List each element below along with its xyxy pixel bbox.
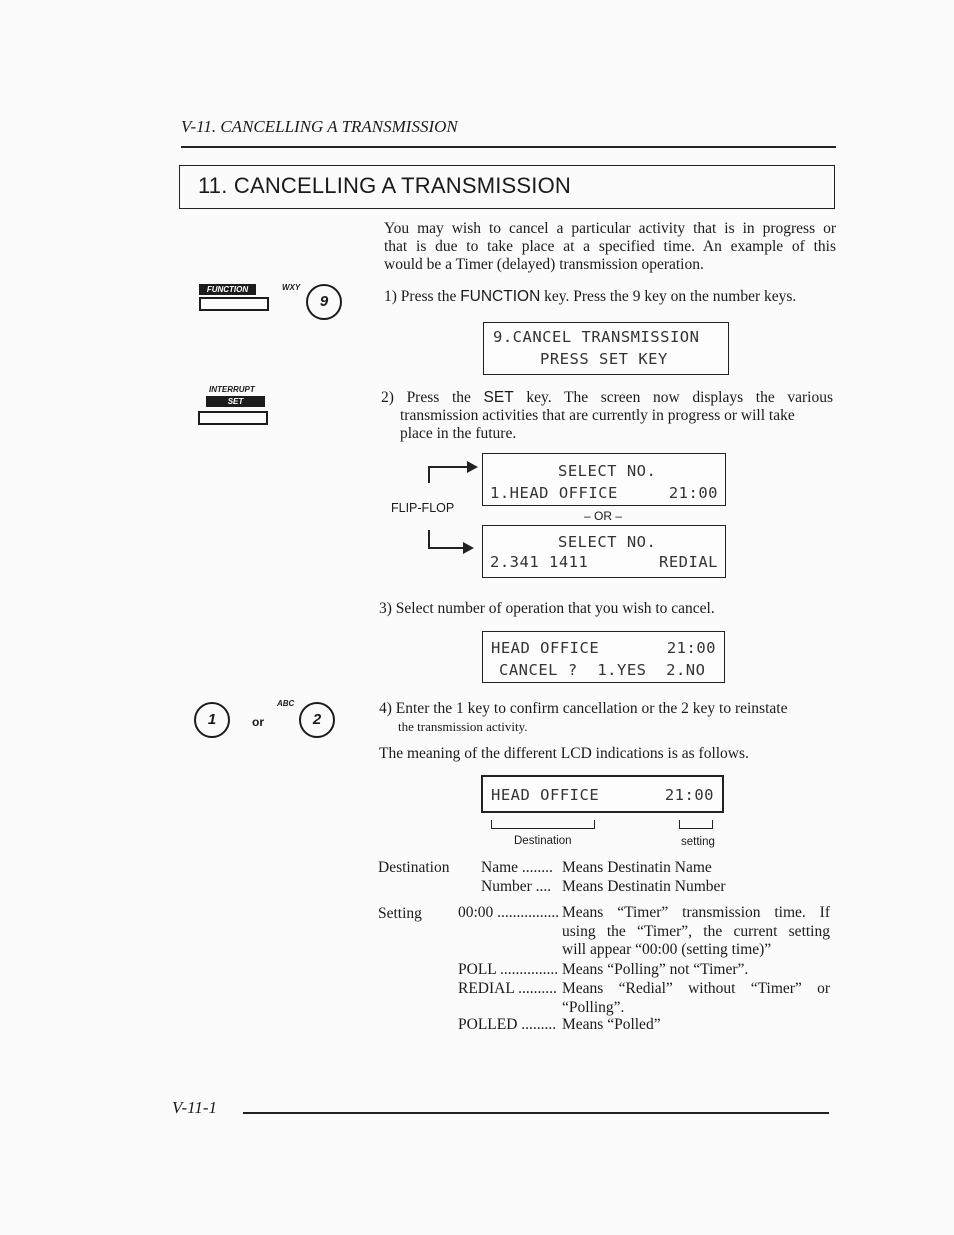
- step-2-line-1: [381, 389, 833, 407]
- one-key-icon: [194, 702, 230, 738]
- setting-def-poll: Means “Polling” not “Timer”.: [562, 961, 749, 978]
- step-2-text-post: key. The screen now displays the various: [513, 389, 833, 406]
- footer-rule: [243, 1112, 829, 1114]
- setting-def-timer: [562, 904, 830, 960]
- or-label: or: [252, 715, 264, 729]
- setting-def-timer-line-3: will appear “00:00 (setting time)”: [562, 941, 772, 959]
- lcd-meaning-example: [481, 775, 724, 813]
- lcd-line-2-right: 21:00: [668, 484, 718, 502]
- step-1: [384, 288, 796, 306]
- lcd-line-2: PRESS SET KEY: [540, 350, 668, 368]
- lcd-left: HEAD OFFICE: [491, 786, 600, 804]
- lcd-line-1-right: 21:00: [666, 639, 716, 657]
- lcd-line-1-left: HEAD OFFICE: [491, 639, 600, 657]
- setting-bracket: [679, 820, 713, 829]
- intro-line-3: would be a Timer (delayed) transmission operation.: [384, 256, 704, 273]
- setting-def-timer-line-1: Means “Timer” transmission time. If: [562, 904, 830, 921]
- abc-label: ABC: [277, 699, 295, 708]
- lcd-confirm-cancel: [482, 631, 725, 683]
- step-1-text-pre: 1) Press the: [384, 288, 461, 305]
- step-2-text-pre: 2) Press the: [381, 389, 484, 406]
- lcd-line-2-left: 1.HEAD OFFICE: [490, 484, 618, 502]
- lcd-right: 21:00: [664, 786, 714, 804]
- section-title: 11. CANCELLING A TRANSMISSION: [198, 173, 571, 198]
- destination-label: Destination: [378, 859, 450, 876]
- setting-term-timer: 00:00 ................: [458, 904, 560, 921]
- meaning-intro: The meaning of the different LCD indications is as follows.: [379, 745, 749, 762]
- step-3: 3) Select number of operation that you wish to cancel.: [379, 600, 715, 617]
- destination-caption: Destination: [514, 835, 572, 847]
- step-1-key: FUNCTION: [460, 288, 541, 305]
- set-key-icon: [198, 396, 268, 425]
- destination-bracket: [491, 820, 595, 829]
- step-4: [379, 700, 834, 736]
- step-2-line-2: transmission activities that are currently in progress or will take: [400, 407, 795, 424]
- flipflop-arrow-top: [428, 466, 430, 483]
- two-key-icon: [299, 702, 335, 738]
- lcd-line-1: 9.CANCEL TRANSMISSION: [493, 328, 700, 346]
- lcd-cancel-transmission: [483, 322, 729, 375]
- destination-term-number: Number ....: [481, 878, 552, 895]
- step-2-key: SET: [483, 389, 514, 406]
- setting-term-redial: REDIAL ..........: [458, 980, 557, 997]
- lcd-select-head-office: [482, 453, 726, 506]
- arrow-head-icon: [463, 542, 474, 554]
- intro-line-2: that is due to take place at a specified time. An example of this: [384, 238, 836, 255]
- intro-line-1: You may wish to cancel a particular activity that is in progress or: [384, 220, 836, 237]
- step-4-line-2: the transmission activity.: [398, 719, 528, 734]
- setting-label: Setting: [378, 905, 422, 922]
- setting-term-poll: POLL ...............: [458, 961, 559, 978]
- function-key-button-shape: [199, 297, 269, 311]
- lcd-select-redial: [482, 525, 726, 578]
- setting-term-polled: POLLED .........: [458, 1016, 557, 1033]
- setting-def-redial-line-1: Means “Redial” without “Timer” or: [562, 980, 830, 997]
- running-header: V-11. CANCELLING A TRANSMISSION: [181, 117, 458, 136]
- step-1-text-post: key. Press the 9 key on the number keys.: [540, 288, 797, 305]
- lcd-line-1: SELECT NO.: [558, 533, 657, 551]
- nine-key-icon: [306, 284, 342, 320]
- two-key-label: 2: [312, 711, 322, 728]
- flipflop-label: FLIP-FLOP: [391, 501, 455, 515]
- flipflop-arrow-top-horizontal: [428, 466, 472, 468]
- intro-paragraph: [384, 220, 836, 274]
- one-key-label: 1: [207, 711, 217, 728]
- setting-caption: setting: [681, 836, 715, 848]
- destination-def-number: Means Destinatin Number: [562, 878, 726, 895]
- lcd-line-2: CANCEL ? 1.YES 2.NO: [499, 661, 706, 679]
- lcd-line-2-left: 2.341 1411: [490, 553, 589, 571]
- interrupt-label: INTERRUPT: [209, 385, 255, 394]
- function-key-label: FUNCTION: [199, 284, 256, 295]
- set-key-button-shape: [198, 411, 268, 425]
- step-2-line-3: place in the future.: [400, 425, 517, 442]
- page-number: V-11-1: [172, 1098, 218, 1117]
- arrow-head-icon: [467, 461, 478, 473]
- nine-key-label: 9: [319, 293, 329, 310]
- function-key-icon: [199, 284, 269, 311]
- header-rule: [181, 146, 836, 148]
- setting-def-redial-line-2: “Polling”.: [562, 998, 625, 1016]
- lcd-line-1: SELECT NO.: [558, 462, 657, 480]
- setting-def-timer-line-2: using the “Timer”, the current setting: [562, 922, 830, 940]
- step-4-line-1: 4) Enter the 1 key to confirm cancellation or the 2 key to reinstate: [379, 700, 788, 717]
- destination-term-name: Name ........: [481, 859, 553, 876]
- step-2: [381, 389, 833, 443]
- wxy-label: WXY: [282, 283, 301, 292]
- lcd-line-2-right: REDIAL: [659, 553, 718, 571]
- setting-def-polled: Means “Polled”: [562, 1016, 661, 1033]
- destination-def-name: Means Destinatin Name: [562, 859, 712, 876]
- or-separator: – OR –: [584, 509, 623, 523]
- set-key-label: SET: [206, 396, 265, 407]
- setting-def-redial: [562, 980, 830, 1017]
